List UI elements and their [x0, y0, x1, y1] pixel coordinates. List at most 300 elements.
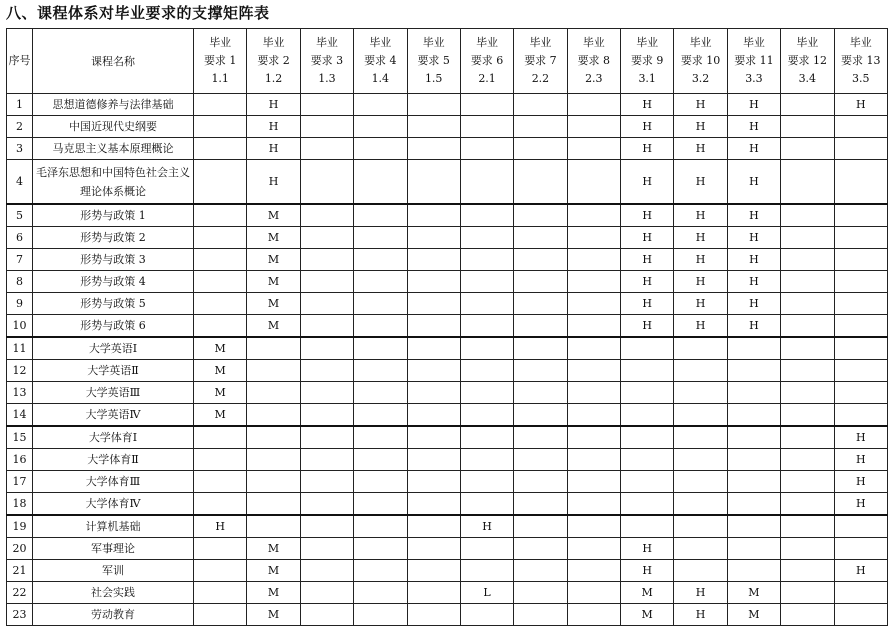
table-row: [7, 315, 888, 338]
course-name-cell: 大学英语Ⅲ: [33, 382, 194, 404]
course-name-cell: 大学英语Ⅳ: [33, 404, 194, 427]
support-level-cell: [834, 337, 888, 360]
support-level-cell: [300, 404, 353, 427]
support-level-cell: [514, 160, 567, 205]
support-level-cell: [407, 404, 460, 427]
support-level-cell: [781, 382, 834, 404]
course-name-cell: 中国近现代史纲要: [33, 116, 194, 138]
requirement-column-header: [300, 29, 353, 94]
support-level-cell: [514, 360, 567, 382]
table-row: [7, 337, 888, 360]
course-name-cell: 思想道德修养与法律基础: [33, 94, 194, 116]
support-level-cell: [407, 315, 460, 338]
support-level-cell: M: [247, 293, 300, 315]
support-level-cell: [300, 604, 353, 626]
requirement-column-header: [407, 29, 460, 94]
support-level-cell: [834, 360, 888, 382]
support-level-cell: H: [727, 138, 780, 160]
support-level-cell: [300, 337, 353, 360]
support-level-cell: [514, 271, 567, 293]
requirement-column-header: [834, 29, 888, 94]
support-level-cell: [407, 560, 460, 582]
requirement-header-line2: 要求 1: [203, 54, 237, 67]
support-level-cell: [460, 293, 513, 315]
support-level-cell: [674, 426, 727, 449]
support-level-cell: [674, 538, 727, 560]
support-level-cell: [621, 449, 674, 471]
course-name-cell: 劳动教育: [33, 604, 194, 626]
requirement-header-line2: 要求 9: [630, 54, 664, 67]
support-level-cell: [781, 227, 834, 249]
requirement-header-line3: 3.4: [798, 72, 817, 85]
support-level-cell: M: [194, 360, 247, 382]
support-level-cell: [407, 538, 460, 560]
support-level-cell: [354, 315, 407, 338]
support-level-cell: H: [621, 160, 674, 205]
support-level-cell: [460, 94, 513, 116]
support-level-cell: H: [727, 94, 780, 116]
course-name-cell: 形势与政策 6: [33, 315, 194, 338]
support-level-cell: [567, 404, 620, 427]
support-level-cell: [514, 227, 567, 249]
support-level-cell: M: [247, 604, 300, 626]
support-level-cell: [781, 538, 834, 560]
support-level-cell: [407, 204, 460, 227]
support-level-cell: [194, 249, 247, 271]
support-level-cell: [514, 138, 567, 160]
requirement-header-line3: 1.2: [264, 72, 283, 85]
support-level-cell: [300, 271, 353, 293]
requirement-column-header: [621, 29, 674, 94]
requirement-header-line3: 1.3: [318, 72, 336, 85]
support-level-cell: [407, 160, 460, 205]
requirement-header-line3: 3.3: [745, 72, 763, 85]
requirement-header-line1: 毕业: [476, 36, 499, 49]
support-level-cell: [781, 604, 834, 626]
support-level-cell: [354, 138, 407, 160]
support-level-cell: [460, 204, 513, 227]
requirement-header-line1: 毕业: [849, 36, 872, 49]
support-level-cell: [567, 138, 620, 160]
course-name-cell: 社会实践: [33, 582, 194, 604]
support-level-cell: [300, 94, 353, 116]
support-level-cell: [407, 138, 460, 160]
requirement-header-line1: 毕业: [369, 36, 392, 49]
support-level-cell: [460, 249, 513, 271]
support-level-cell: [621, 515, 674, 538]
course-name-cell: 形势与政策 5: [33, 293, 194, 315]
support-level-cell: [781, 315, 834, 338]
support-level-cell: H: [674, 271, 727, 293]
support-level-cell: [834, 160, 888, 205]
requirement-header-line2: 要求 10: [680, 54, 721, 67]
support-level-cell: [194, 204, 247, 227]
support-level-cell: [300, 360, 353, 382]
support-level-cell: [674, 404, 727, 427]
support-level-cell: [300, 449, 353, 471]
requirement-header-line3: 1.5: [424, 72, 443, 85]
requirement-header-line3: 3.1: [638, 72, 656, 85]
support-level-cell: [354, 360, 407, 382]
support-level-cell: [460, 337, 513, 360]
support-level-cell: [460, 404, 513, 427]
requirement-header-line2: 要求 13: [841, 54, 881, 67]
requirement-header-line1: 毕业: [529, 36, 552, 49]
support-level-cell: [781, 293, 834, 315]
support-level-cell: [514, 582, 567, 604]
support-level-cell: [834, 582, 888, 604]
support-level-cell: [407, 293, 460, 315]
support-level-cell: [300, 204, 353, 227]
table-row: [7, 515, 888, 538]
support-level-cell: [727, 493, 780, 516]
support-level-cell: [781, 160, 834, 205]
support-level-cell: [781, 138, 834, 160]
support-level-cell: H: [727, 315, 780, 338]
support-level-cell: [567, 449, 620, 471]
requirement-column-header: [567, 29, 620, 94]
row-seq-cell: 4: [7, 160, 33, 205]
support-level-cell: H: [621, 138, 674, 160]
support-level-cell: [567, 227, 620, 249]
course-name-cell: 形势与政策 4: [33, 271, 194, 293]
support-level-cell: M: [247, 538, 300, 560]
course-name-column-header: 课程名称: [33, 29, 194, 94]
support-level-cell: [354, 271, 407, 293]
row-seq-cell: 20: [7, 538, 33, 560]
support-level-cell: [567, 382, 620, 404]
support-level-cell: [247, 449, 300, 471]
support-level-cell: [460, 604, 513, 626]
support-level-cell: [300, 227, 353, 249]
support-level-cell: H: [834, 94, 888, 116]
support-level-cell: [781, 271, 834, 293]
support-level-cell: [567, 315, 620, 338]
requirement-header-line2: 要求 8: [577, 54, 611, 67]
support-level-cell: [727, 404, 780, 427]
requirement-header-line2: 要求 3: [310, 54, 344, 67]
support-level-cell: [781, 337, 834, 360]
support-level-cell: [567, 204, 620, 227]
support-level-cell: H: [674, 315, 727, 338]
support-level-cell: [514, 94, 567, 116]
requirement-header-line3: 2.3: [585, 72, 603, 85]
support-level-cell: [247, 404, 300, 427]
support-level-cell: [621, 404, 674, 427]
support-level-cell: M: [247, 249, 300, 271]
support-level-cell: [407, 582, 460, 604]
table-row: [7, 538, 888, 560]
support-level-cell: [514, 249, 567, 271]
support-level-cell: [247, 382, 300, 404]
support-level-cell: [567, 116, 620, 138]
support-level-cell: [834, 293, 888, 315]
table-header-row: [7, 29, 888, 94]
support-level-cell: [567, 249, 620, 271]
support-level-cell: [300, 315, 353, 338]
support-level-cell: [300, 426, 353, 449]
row-seq-cell: 14: [7, 404, 33, 427]
support-level-cell: H: [834, 560, 888, 582]
support-level-cell: H: [674, 249, 727, 271]
support-level-cell: [674, 515, 727, 538]
support-level-cell: H: [621, 227, 674, 249]
support-level-cell: [460, 493, 513, 516]
support-level-cell: [407, 426, 460, 449]
support-level-cell: [300, 160, 353, 205]
support-level-cell: [354, 227, 407, 249]
support-level-cell: [407, 449, 460, 471]
support-level-cell: H: [621, 293, 674, 315]
support-level-cell: [834, 227, 888, 249]
support-level-cell: [407, 515, 460, 538]
support-level-cell: [460, 471, 513, 493]
support-level-cell: [834, 538, 888, 560]
support-level-cell: M: [727, 604, 780, 626]
support-level-cell: [300, 249, 353, 271]
support-level-cell: [674, 471, 727, 493]
support-level-cell: [460, 538, 513, 560]
support-level-cell: M: [247, 204, 300, 227]
requirement-header-line1: 毕业: [422, 36, 445, 49]
row-seq-cell: 21: [7, 560, 33, 582]
requirement-header-line3: 2.2: [531, 72, 550, 85]
requirement-column-header: [514, 29, 567, 94]
support-level-cell: [781, 404, 834, 427]
page-title: 八、课程体系对毕业要求的支撑矩阵表: [6, 4, 270, 22]
table-row: [7, 293, 888, 315]
support-level-cell: [194, 582, 247, 604]
support-level-cell: [354, 582, 407, 604]
row-seq-cell: 17: [7, 471, 33, 493]
support-level-cell: H: [727, 293, 780, 315]
support-level-cell: [514, 404, 567, 427]
requirement-header-line2: 要求 5: [417, 54, 450, 67]
support-level-cell: [514, 337, 567, 360]
support-level-cell: [407, 271, 460, 293]
row-seq-cell: 16: [7, 449, 33, 471]
table-row: [7, 560, 888, 582]
support-level-cell: [567, 360, 620, 382]
support-level-cell: H: [460, 515, 513, 538]
support-level-cell: [834, 249, 888, 271]
requirement-column-header: [354, 29, 407, 94]
table-row: [7, 426, 888, 449]
support-level-cell: [674, 493, 727, 516]
support-level-cell: [194, 471, 247, 493]
support-level-cell: [247, 337, 300, 360]
course-name-cell: 大学体育Ⅳ: [33, 493, 194, 516]
requirement-column-header: [194, 29, 247, 94]
support-level-cell: [781, 94, 834, 116]
support-level-cell: [194, 449, 247, 471]
table-row: [7, 493, 888, 516]
support-level-cell: [460, 560, 513, 582]
support-level-cell: [354, 249, 407, 271]
support-level-cell: [727, 560, 780, 582]
support-level-cell: [460, 315, 513, 338]
course-name-cell: 大学体育Ⅰ: [33, 426, 194, 449]
support-level-cell: [727, 471, 780, 493]
support-level-cell: M: [194, 382, 247, 404]
support-level-cell: [834, 382, 888, 404]
support-level-cell: [567, 471, 620, 493]
support-level-cell: [300, 515, 353, 538]
support-level-cell: [300, 538, 353, 560]
requirement-header-line2: 要求 11: [734, 54, 774, 67]
row-seq-cell: 1: [7, 94, 33, 116]
table-row: [7, 271, 888, 293]
requirement-header-line2: 要求 12: [787, 54, 828, 67]
support-level-cell: [300, 471, 353, 493]
support-level-cell: H: [727, 249, 780, 271]
table-row: [7, 227, 888, 249]
support-level-cell: M: [247, 271, 300, 293]
table-row: [7, 382, 888, 404]
support-level-cell: [194, 604, 247, 626]
requirement-column-header: [460, 29, 513, 94]
support-level-cell: [567, 538, 620, 560]
support-level-cell: [194, 160, 247, 205]
support-level-cell: [621, 426, 674, 449]
support-level-cell: [194, 94, 247, 116]
support-level-cell: [460, 360, 513, 382]
support-level-cell: [514, 116, 567, 138]
requirement-header-line1: 毕业: [742, 36, 765, 49]
row-seq-cell: 12: [7, 360, 33, 382]
row-seq-cell: 6: [7, 227, 33, 249]
course-name-cell: 形势与政策 1: [33, 204, 194, 227]
table-row: [7, 94, 888, 116]
row-seq-cell: 3: [7, 138, 33, 160]
requirement-header-line1: 毕业: [582, 36, 605, 49]
support-level-cell: [247, 426, 300, 449]
support-level-cell: [407, 116, 460, 138]
support-level-cell: H: [674, 160, 727, 205]
support-level-cell: M: [194, 337, 247, 360]
support-level-cell: [460, 116, 513, 138]
support-level-cell: H: [834, 493, 888, 516]
support-level-cell: H: [674, 116, 727, 138]
support-level-cell: [621, 360, 674, 382]
support-level-cell: [514, 515, 567, 538]
row-seq-cell: 15: [7, 426, 33, 449]
support-level-cell: [300, 293, 353, 315]
support-level-cell: [514, 315, 567, 338]
support-level-cell: [354, 515, 407, 538]
requirement-header-line3: 2.1: [478, 72, 496, 85]
row-seq-cell: 11: [7, 337, 33, 360]
support-level-cell: H: [247, 116, 300, 138]
support-level-cell: [194, 560, 247, 582]
support-level-cell: [407, 360, 460, 382]
requirement-column-header: [674, 29, 727, 94]
support-level-cell: [781, 515, 834, 538]
support-level-cell: M: [247, 582, 300, 604]
support-level-cell: H: [834, 471, 888, 493]
support-level-cell: [354, 160, 407, 205]
support-level-cell: M: [247, 315, 300, 338]
support-level-cell: H: [834, 426, 888, 449]
requirement-column-header: [781, 29, 834, 94]
support-level-cell: [300, 493, 353, 516]
requirement-column-header: [727, 29, 780, 94]
support-matrix-table: [6, 28, 888, 626]
support-level-cell: [567, 560, 620, 582]
row-seq-cell: 7: [7, 249, 33, 271]
requirement-header-line2: 要求 4: [364, 54, 397, 67]
support-level-cell: H: [247, 94, 300, 116]
support-level-cell: [781, 204, 834, 227]
support-level-cell: [514, 604, 567, 626]
support-level-cell: [194, 116, 247, 138]
support-level-cell: [194, 493, 247, 516]
support-level-cell: [407, 337, 460, 360]
support-level-cell: M: [247, 227, 300, 249]
support-level-cell: [834, 404, 888, 427]
course-name-cell: 形势与政策 2: [33, 227, 194, 249]
support-level-cell: [514, 538, 567, 560]
requirement-header-line1: 毕业: [689, 36, 712, 49]
table-body: [7, 94, 888, 626]
support-level-cell: [354, 538, 407, 560]
support-level-cell: [460, 160, 513, 205]
requirement-header-line2: 要求 6: [470, 54, 504, 67]
support-level-cell: [834, 515, 888, 538]
support-level-cell: H: [621, 560, 674, 582]
support-level-cell: H: [621, 204, 674, 227]
table-row: [7, 604, 888, 626]
support-level-cell: H: [727, 160, 780, 205]
support-level-cell: [407, 94, 460, 116]
requirement-header-line1: 毕业: [636, 36, 659, 49]
support-level-cell: [354, 426, 407, 449]
requirement-header-line1: 毕业: [209, 36, 232, 49]
support-level-cell: [354, 449, 407, 471]
support-level-cell: H: [674, 227, 727, 249]
course-name-cell: 马克思主义基本原理概论: [33, 138, 194, 160]
support-level-cell: [727, 360, 780, 382]
table-row: [7, 449, 888, 471]
support-level-cell: [407, 227, 460, 249]
requirement-header-line3: 3.5: [852, 72, 870, 85]
support-level-cell: [194, 271, 247, 293]
support-level-cell: [674, 382, 727, 404]
support-level-cell: [354, 337, 407, 360]
support-level-cell: H: [621, 315, 674, 338]
support-level-cell: [567, 293, 620, 315]
support-level-cell: [247, 493, 300, 516]
course-name-cell: 大学英语Ⅰ: [33, 337, 194, 360]
support-level-cell: [194, 293, 247, 315]
support-level-cell: [567, 337, 620, 360]
support-level-cell: [514, 426, 567, 449]
support-level-cell: [781, 116, 834, 138]
support-level-cell: [300, 138, 353, 160]
row-seq-cell: 18: [7, 493, 33, 516]
row-seq-cell: 13: [7, 382, 33, 404]
support-level-cell: [407, 471, 460, 493]
requirement-header-line3: 1.4: [371, 72, 390, 85]
support-level-cell: [781, 471, 834, 493]
support-level-cell: [834, 138, 888, 160]
support-level-cell: [514, 471, 567, 493]
seq-column-header: 序号: [7, 29, 33, 94]
course-name-cell: 毛泽东思想和中国特色社会主义理论体系概论: [33, 160, 194, 205]
support-level-cell: [567, 426, 620, 449]
support-level-cell: [514, 493, 567, 516]
support-level-cell: [674, 449, 727, 471]
